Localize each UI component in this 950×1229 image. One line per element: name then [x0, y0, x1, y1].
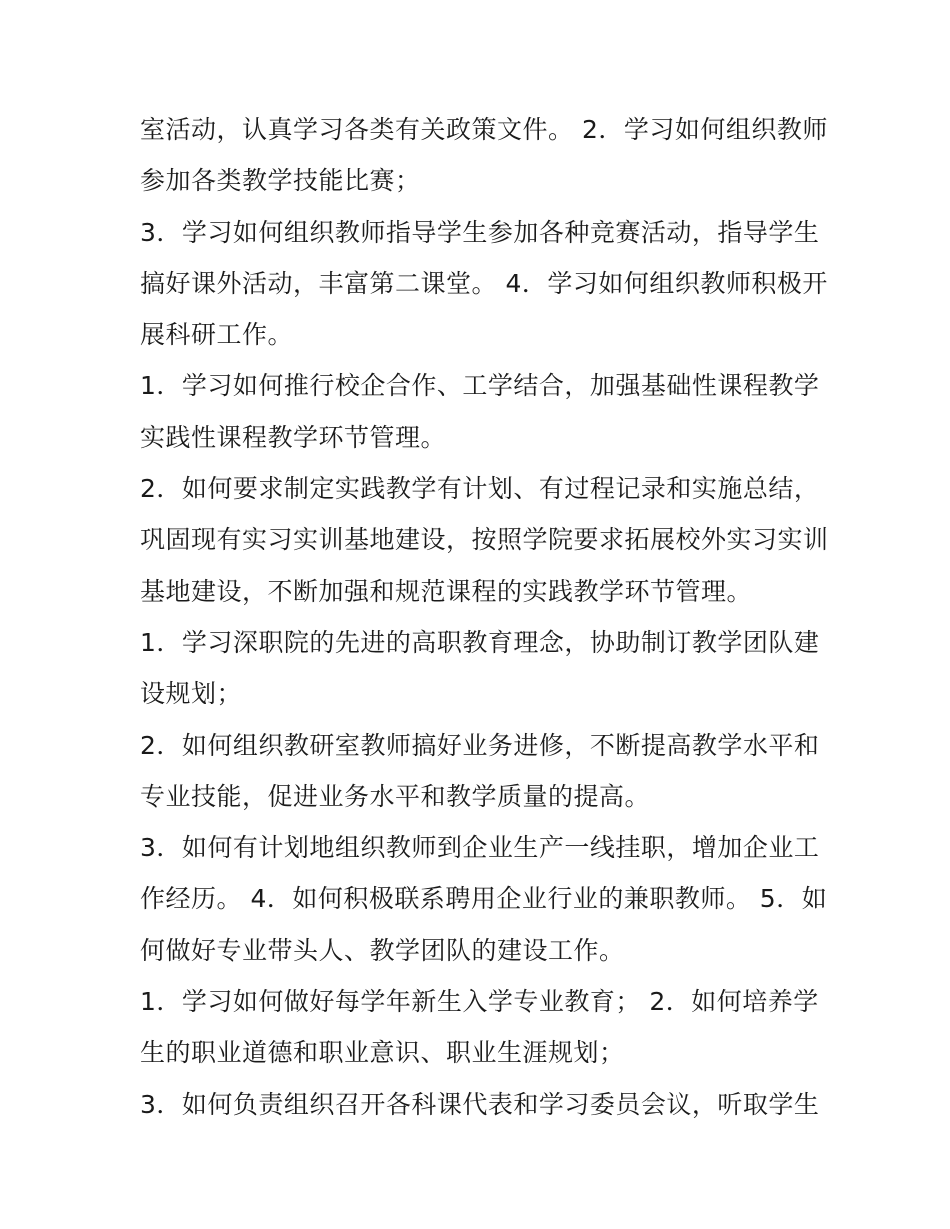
text-line: 专业技能，促进业务水平和教学质量的提高。 — [140, 781, 651, 811]
text-line: 1．学习如何推行校企合作、工学结合，加强基础性课程教学 — [140, 371, 820, 401]
text-line: 搞好课外活动，丰富第二课堂。 4．学习如何组织教师积极开 — [140, 268, 828, 298]
text-line: 巩固现有实习实训基地建设，按照学院要求拓展校外实习实训 — [140, 525, 829, 555]
text-line: 1．学习深职院的先进的高职教育理念，协助制订教学团队建 — [140, 627, 820, 657]
document-body — [140, 104, 830, 1130]
text-line: 作经历。 4．如何积极联系聘用企业行业的兼职教师。 5．如 — [140, 884, 828, 914]
text-line: 3．如何负责组织召开各科课代表和学习委员会议，听取学生 — [140, 1089, 820, 1119]
text-line: 室活动，认真学习各类有关政策文件。 2．学习如何组织教师 — [140, 115, 828, 144]
text-line: 1．学习如何做好每学年新生入学专业教育； 2．如何培养学 — [140, 987, 819, 1017]
text-line: 3．学习如何组织教师指导学生参加各种竞赛活动，指导学生 — [140, 217, 820, 247]
text-line: 展科研工作。 — [140, 320, 294, 350]
text-line: 基地建设，不断加强和规范课程的实践教学环节管理。 — [140, 576, 753, 606]
text-line: 设规划； — [140, 679, 243, 709]
text-line: 2．如何组织教研室教师搞好业务进修，不断提高教学水平和 — [140, 730, 820, 760]
text-line: 生的职业道德和职业意识、职业生涯规划； — [140, 1038, 625, 1068]
text-line: 参加各类教学技能比赛； — [140, 166, 421, 196]
text-line: 2．如何要求制定实践教学有计划、有过程记录和实施总结， — [140, 474, 820, 504]
text-line: 实践性课程教学环节管理。 — [140, 422, 447, 452]
text-line: 何做好专业带头人、教学团队的建设工作。 — [140, 935, 625, 965]
text-line: 3．如何有计划地组织教师到企业生产一线挂职，增加企业工 — [140, 833, 820, 863]
